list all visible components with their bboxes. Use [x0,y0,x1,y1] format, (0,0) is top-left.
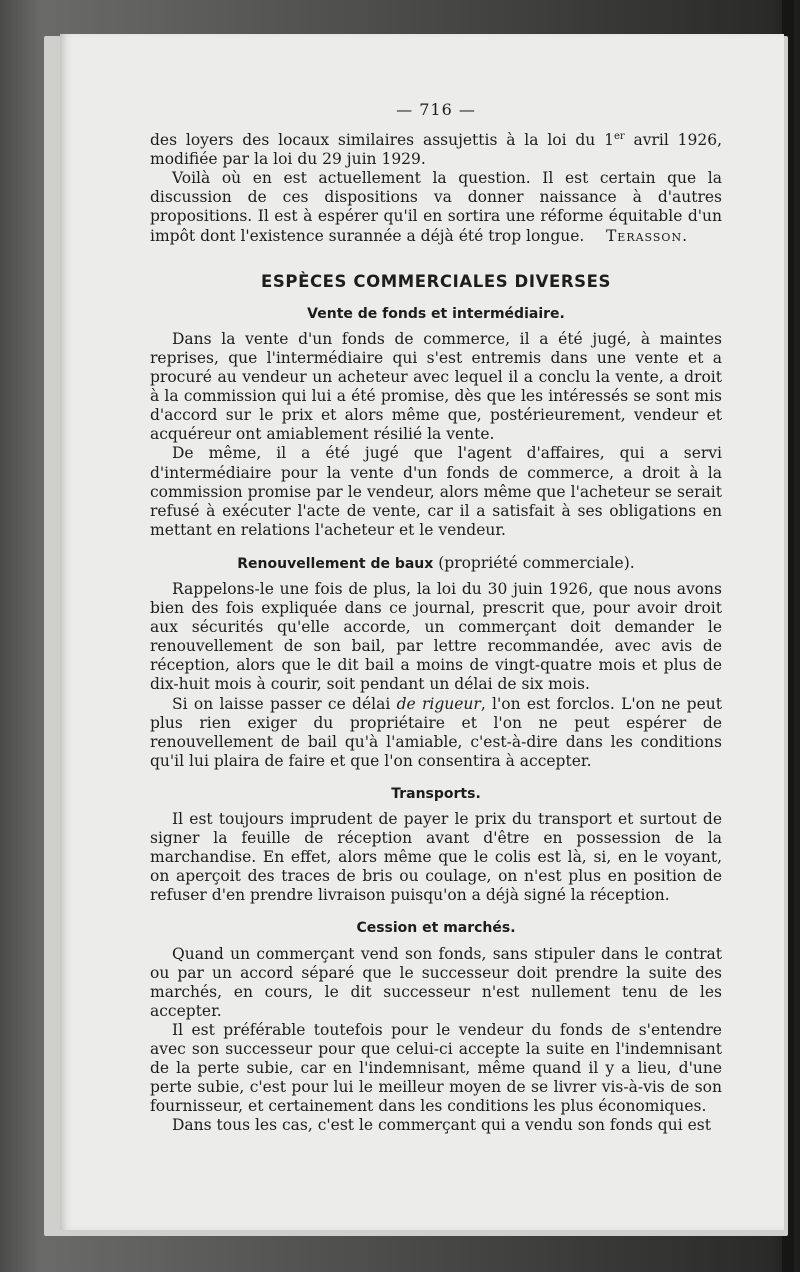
page-text [150,100,722,1136]
intro-text-a: des loyers des locaux similaires assujettis à la loi du 1 [150,131,614,150]
paragraph: De même, il a été jugé que l'agent d'affaires, qui a servi d'intermédiaire pour la vente d'un fonds de commerce, a droit à la commission promise par le vendeur, alors même que l'acheteur se serait refusé à exécuter l'acte de vente, car il a satisfait à ses obligations en mettant en relations l'acheteur et le vendeur. [150,444,722,539]
heading-bold: Renouvellement de baux [237,555,434,572]
page-number: — 716 — [396,100,476,119]
italic-text: de rigueur [396,694,481,713]
intro-text: Voilà où en est actuellement la question. Il est certain que la discussion de ces dispositions va donner naissance à d'autres propositions. Il est à espérer qu'il en sortira une réforme équitable d'un impôt dont l'existence surannée a déjà été trop longue. [150,169,722,245]
paragraph: Rappelons-le une fois de plus, la loi du 30 juin 1926, que nous avons bien des fois expliquée dans ce journal, prescrit que, pour avoir droit aux sécurités qu'elle accorde, un commerçant doit demander le renouvellement de son bail, par lettre recommandée, avec avis de réception, alors que le dit bail a moins de vingt-quatre mois et plus de dix-huit mois à courir, soit pendant un délai de six mois. [150,579,722,694]
intro-paragraph-2 [150,169,722,245]
section-title: ESPÈCES COMMERCIALES DIVERSES [261,271,611,291]
author-signature: Terasson. [605,226,688,245]
intro-paragraph-1 [150,131,722,169]
heading-transports: Transports. [391,785,481,802]
heading-suffix: (propriété commerciale). [433,553,635,572]
paragraph: Il est toujours imprudent de payer le prix du transport et surtout de signer la feuille de réception avant d'être en possession de la marchandise. En effet, alors même que le colis est là, si, en le voyant, on aperçoit des traces de bris ou coulage, on n'est plus en position de refuser d'en prendre livraison puisqu'on a déjà signé la réception. [150,810,722,905]
paragraph: Dans la vente d'un fonds de commerce, il a été jugé, à maintes reprises, que l'intermédiaire qui s'est entremis dans une vente et a procuré au vendeur un acheteur avec lequel il a conclu la vente, a droit à la commission qui lui a été promise, dès que les intéressés se sont mis d'accord sur le prix et alors même que, postérieurement, vendeur et acquéreur ont amiablement résilié la vente. [150,329,722,444]
heading-cession: Cession et marchés. [356,920,516,937]
paragraph: Il est préférable toutefois pour le vendeur du fonds de s'entendre avec son successeur pour que celui-ci accepte la suite en l'indemnisant de la perte subie, car en l'indemnisant, même quand il y a lieu, d'une perte subie, c'est pour lui le meilleur moyen de se livrer vis-à-vis de son fournisseur, et certainement dans les conditions les plus économiques. [150,1020,722,1116]
superscript: er [613,130,625,142]
paragraph: Dans tous les cas, c'est le commerçant qui a vendu son fonds qui est [172,1116,711,1135]
text: , l'on est forclos. L'on ne peut plus rien exiger du propriétaire et l'on ne peut espérer de renouvellement de bail qu'à l'amiable, c'est-à-dire dans les conditions qu'il lui plaira de faire et que l'on consentira à accepter. [150,694,722,770]
intro-text-b: avril 1926, modifiée par la loi du 29 juin 1929. [150,131,722,169]
paragraph: Quand un commerçant vend son fonds, sans stipuler dans le contrat ou par un accord séparé que le successeur doit prendre la suite des marchés, en cours, le dit successeur n'est nullement tenu de les accepter. [150,944,722,1020]
text: Si on laisse passer ce délai [172,694,397,713]
heading-vente: Vente de fonds et intermédiaire. [307,305,565,322]
paragraph [150,695,722,771]
heading-renouvellement [150,554,722,574]
